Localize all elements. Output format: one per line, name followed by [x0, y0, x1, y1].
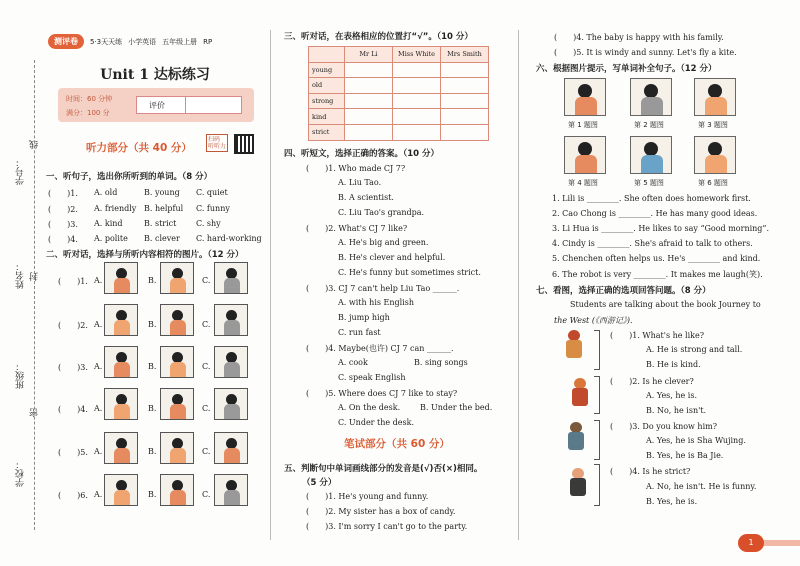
- table-cell[interactable]: [393, 109, 441, 125]
- s2-q5-picture-a: [104, 432, 138, 464]
- s2-q4-number[interactable]: ( )4.: [58, 405, 88, 414]
- edition: RP: [203, 37, 213, 46]
- s2-q5-picture-b: [160, 432, 194, 464]
- s1-q2-a: A. friendly: [94, 204, 137, 213]
- s5-q1[interactable]: ( )1. He's young and funny.: [306, 492, 429, 501]
- s2-q1-c: C.: [202, 276, 211, 285]
- s4-q2-c: C. He's funny but sometimes strict.: [338, 268, 481, 277]
- evaluation-box[interactable]: [136, 96, 242, 114]
- time-info: 时间：60 分钟: [66, 95, 113, 103]
- info-box: [58, 88, 254, 122]
- student-no-label: 学号：: [16, 158, 26, 185]
- s7-q1[interactable]: ( )1. What's he like?: [610, 331, 705, 340]
- s7-q3-b: B. Yes, he is Ba Jie.: [646, 451, 724, 460]
- s4-q4-a: A. cook: [338, 358, 368, 367]
- s5-q4[interactable]: ( )4. The baby is happy with his family.: [554, 33, 724, 42]
- s4-q4[interactable]: ( )4. Maybe(也许) CJ 7 can ______.: [306, 344, 454, 353]
- section-3-heading: 三、听对话，在表格相应的位置打“√”。（10 分）: [284, 32, 473, 42]
- s2-q1-a: A.: [94, 276, 103, 285]
- s2-q3-picture-b: [160, 346, 194, 378]
- cut-mark-seal: 封: [30, 272, 40, 281]
- s2-q6-picture-c: [214, 474, 248, 506]
- column-divider-2: [518, 30, 519, 540]
- s1-q4-a: A. polite: [94, 234, 128, 243]
- page-number: 1: [738, 534, 764, 552]
- s7-q4-b: B. Yes, he is.: [646, 497, 698, 506]
- s2-q4-picture-a: [104, 388, 138, 420]
- s4-q5[interactable]: ( )5. Where does CJ 7 like to stay?: [306, 389, 458, 398]
- column-2: [280, 0, 512, 566]
- table-row-label: old: [309, 78, 345, 94]
- s2-q4-c: C.: [202, 404, 211, 413]
- s6-caption-5: 第 5 题图: [634, 179, 664, 187]
- s2-q3-number[interactable]: ( )3.: [58, 363, 88, 372]
- table-cell[interactable]: [393, 78, 441, 94]
- s4-q3-c: C. run fast: [338, 328, 381, 337]
- s2-q4-picture-c: [214, 388, 248, 420]
- s1-q4-b: B. clever: [144, 234, 180, 243]
- s2-q6-number[interactable]: ( )6.: [58, 491, 88, 500]
- table-cell[interactable]: [393, 93, 441, 109]
- s1-q3-a: A. kind: [94, 219, 123, 228]
- s6-caption-3: 第 3 题图: [698, 121, 728, 129]
- s6-picture-4: [564, 136, 606, 174]
- s4-q1-c: C. Liu Tao's grandpa.: [338, 208, 425, 217]
- s6-picture-6: [694, 136, 736, 174]
- s1-q3-number[interactable]: ( )3.: [48, 220, 78, 229]
- s6-q4[interactable]: 4. Cindy is ________. She's afraid to talk to others.: [552, 239, 753, 248]
- s6-caption-1: 第 1 题图: [568, 121, 598, 129]
- s7-q4[interactable]: ( )4. Is he strict?: [610, 467, 691, 476]
- column-3: [526, 0, 800, 566]
- table-row-label: kind: [309, 109, 345, 125]
- s1-q1-number[interactable]: ( )1.: [48, 189, 78, 198]
- table-cell[interactable]: [441, 78, 489, 94]
- table-cell[interactable]: [345, 62, 393, 78]
- s4-q5-b: B. Under the bed.: [420, 403, 493, 412]
- table-cell[interactable]: [393, 124, 441, 140]
- s2-q6-picture-b: [160, 474, 194, 506]
- s7-q1-a: A. He is strong and tall.: [646, 345, 743, 354]
- s6-picture-2: [630, 78, 672, 116]
- s2-q6-c: C.: [202, 490, 211, 499]
- tick-table: [308, 46, 489, 141]
- cut-line: [34, 60, 35, 530]
- listening-section-title: 听力部分（共 40 分）: [86, 142, 192, 154]
- s2-q2-picture-c: [214, 304, 248, 336]
- table-cell[interactable]: [441, 124, 489, 140]
- s2-q2-picture-a: [104, 304, 138, 336]
- table-corner: [309, 47, 345, 63]
- section-5-heading: 五、判断句中单词画线部分的发音是(√)否(×)相同。: [284, 464, 483, 474]
- section-4-heading: 四、听短文，选择正确的答案。（10 分）: [284, 149, 440, 159]
- cut-mark-line: 线: [30, 140, 40, 149]
- s2-q5-a: A.: [94, 447, 103, 456]
- s2-q2-c: C.: [202, 320, 211, 329]
- s7-figure-4: [566, 468, 590, 496]
- s2-q5-c: C.: [202, 447, 211, 456]
- section-1-heading: 一、听句子，选出你所听到的单词。（8 分）: [46, 172, 213, 182]
- table-row-label: strong: [309, 93, 345, 109]
- s6-q2[interactable]: 2. Cao Chong is ________. He has many good ideas.: [552, 209, 758, 218]
- header: [48, 34, 212, 49]
- scan-label: 扫码 听听力: [208, 136, 227, 150]
- s2-q3-picture-c: [214, 346, 248, 378]
- table-row-label: strict: [309, 124, 345, 140]
- s7-figure-3: [564, 422, 588, 450]
- s2-q3-b: B.: [148, 362, 157, 371]
- s2-q6-a: A.: [94, 490, 103, 499]
- s6-picture-3: [694, 78, 736, 116]
- s2-q2-number[interactable]: ( )2.: [58, 321, 88, 330]
- s2-q1-b: B.: [148, 276, 157, 285]
- s2-q5-picture-c: [214, 432, 248, 464]
- s1-q2-b: B. helpful: [144, 204, 184, 213]
- s4-q2[interactable]: ( )2. What's CJ 7 like?: [306, 224, 408, 233]
- name-label: 姓名：: [16, 262, 26, 289]
- s1-q4-c: C. hard-working: [196, 234, 262, 243]
- section-5-points: （5 分）: [302, 478, 337, 488]
- s2-q2-a: A.: [94, 320, 103, 329]
- school-label: 学校：: [16, 460, 26, 487]
- s7-q2[interactable]: ( )2. Is he clever?: [610, 377, 694, 386]
- s7-q2-b: B. No, he isn't.: [646, 406, 707, 415]
- table-header-mr-li: Mr Li: [345, 47, 393, 63]
- subject: 小学英语: [128, 37, 157, 46]
- s4-q3[interactable]: ( )3. CJ 7 can't help Liu Tao ______.: [306, 284, 460, 293]
- s7-q3[interactable]: ( )3. Do you know him?: [610, 422, 718, 431]
- qr-code[interactable]: [234, 134, 254, 154]
- s1-q2-c: C. funny: [196, 204, 230, 213]
- score-info: 满分：100 分: [66, 109, 110, 117]
- s6-q5[interactable]: 5. Chenchen often helps us. He's ________ and kind.: [552, 254, 761, 263]
- s4-q1-b: B. A scientist.: [338, 193, 394, 202]
- s2-q4-a: A.: [94, 404, 103, 413]
- s4-q2-a: A. He's big and green.: [338, 238, 429, 247]
- s7-q1-b: B. He is kind.: [646, 360, 701, 369]
- binding-margin: [0, 0, 44, 566]
- page-title: Unit 1 达标练习: [100, 67, 210, 83]
- s7-intro-2: the West (《西游记》).: [554, 316, 633, 325]
- series-name: 5·3天天练: [90, 37, 123, 46]
- s2-q5-b: B.: [148, 447, 157, 456]
- s7-q3-a: A. Yes, he is Sha Wujing.: [646, 436, 746, 445]
- s2-q4-picture-b: [160, 388, 194, 420]
- table-row-label: young: [309, 62, 345, 78]
- s2-q1-number[interactable]: ( )1.: [58, 277, 88, 286]
- table-header-miss-white: Miss White: [393, 47, 441, 63]
- written-section-title: 笔试部分（共 60 分）: [344, 438, 450, 450]
- table-cell[interactable]: [441, 93, 489, 109]
- evaluation-label: 评价: [149, 101, 165, 110]
- s2-q2-b: B.: [148, 320, 157, 329]
- s5-q3[interactable]: ( )3. I'm sorry I can't go to the party.: [306, 522, 468, 531]
- column-1: [44, 0, 266, 566]
- class-label: 班级：: [16, 362, 26, 389]
- s2-q6-b: B.: [148, 490, 157, 499]
- table-cell[interactable]: [345, 78, 393, 94]
- s4-q2-b: B. He's clever and helpful.: [338, 253, 446, 262]
- s2-q3-a: A.: [94, 362, 103, 371]
- s2-q3-picture-a: [104, 346, 138, 378]
- s4-q4-c: C. speak English: [338, 373, 406, 382]
- s4-q4-b: B. sing songs: [414, 358, 468, 367]
- s2-q1-picture-a: [104, 262, 138, 294]
- s4-q5-a: A. On the desk.: [338, 403, 401, 412]
- section-2-heading: 二、听对话，选择与所听内容相符的图片。（12 分）: [46, 250, 244, 260]
- s6-q3[interactable]: 3. Li Hua is ________. He likes to say “Good morning”.: [552, 224, 770, 233]
- s1-q4-number[interactable]: ( )4.: [48, 235, 78, 244]
- s1-q1-b: B. young: [144, 188, 180, 197]
- s7-q4-a: A. No, he isn't. He is funny.: [646, 482, 757, 491]
- s2-q3-c: C.: [202, 362, 211, 371]
- s7-intro: Students are talking about the book Journey to: [570, 300, 761, 309]
- s6-picture-5: [630, 136, 672, 174]
- s2-q6-picture-a: [104, 474, 138, 506]
- s6-q1[interactable]: 1. Lili is ________. She often does homework first.: [552, 194, 751, 203]
- s1-q2-number[interactable]: ( )2.: [48, 205, 78, 214]
- s4-q3-a: A. with his English: [338, 298, 415, 307]
- table-cell[interactable]: [441, 62, 489, 78]
- s4-q3-b: B. jump high: [338, 313, 390, 322]
- s6-caption-4: 第 4 题图: [568, 179, 598, 187]
- s2-q1-picture-b: [160, 262, 194, 294]
- column-divider-1: [270, 30, 271, 540]
- s1-q3-c: C. shy: [196, 219, 221, 228]
- s6-caption-2: 第 2 题图: [634, 121, 664, 129]
- page-number-tail: [760, 540, 800, 546]
- table-cell[interactable]: [441, 109, 489, 125]
- s2-q2-picture-b: [160, 304, 194, 336]
- s2-q1-picture-c: [214, 262, 248, 294]
- table-cell[interactable]: [345, 93, 393, 109]
- s6-q6[interactable]: 6. The robot is very ________. It makes me laugh(笑).: [552, 270, 763, 279]
- grade: 五年级上册: [162, 37, 198, 46]
- section-6-heading: 六、根据图片提示，写单词补全句子。（12 分）: [536, 64, 717, 74]
- s6-caption-6: 第 6 题图: [698, 179, 728, 187]
- cut-mark-secret: 密: [30, 408, 40, 417]
- s1-q3-b: B. strict: [144, 219, 177, 228]
- s1-q1-c: C. quiet: [196, 188, 228, 197]
- s4-q1-a: A. Liu Tao.: [338, 178, 382, 187]
- table-cell[interactable]: [393, 62, 441, 78]
- s4-q1[interactable]: ( )1. Who made CJ 7?: [306, 164, 406, 173]
- section-7-heading: 七、看图，选择正确的选项回答问题。（8 分）: [536, 286, 711, 296]
- table-cell[interactable]: [345, 124, 393, 140]
- s7-figure-2: [568, 378, 592, 406]
- s2-q4-b: B.: [148, 404, 157, 413]
- s1-q1-a: A. old: [94, 188, 118, 197]
- series-logo: 测评卷: [48, 34, 84, 49]
- s7-figure-1: [562, 330, 586, 358]
- s4-q5-c: C. Under the desk.: [338, 418, 415, 427]
- s5-q5[interactable]: ( )5. It is windy and sunny. Let's fly a kite.: [554, 48, 737, 57]
- s2-q5-number[interactable]: ( )5.: [58, 448, 88, 457]
- s5-q2[interactable]: ( )2. My sister has a box of candy.: [306, 507, 456, 516]
- s7-q2-a: A. Yes, he is.: [646, 391, 698, 400]
- table-cell[interactable]: [345, 109, 393, 125]
- s6-picture-1: [564, 78, 606, 116]
- table-header-mrs-smith: Mrs Smith: [441, 47, 489, 63]
